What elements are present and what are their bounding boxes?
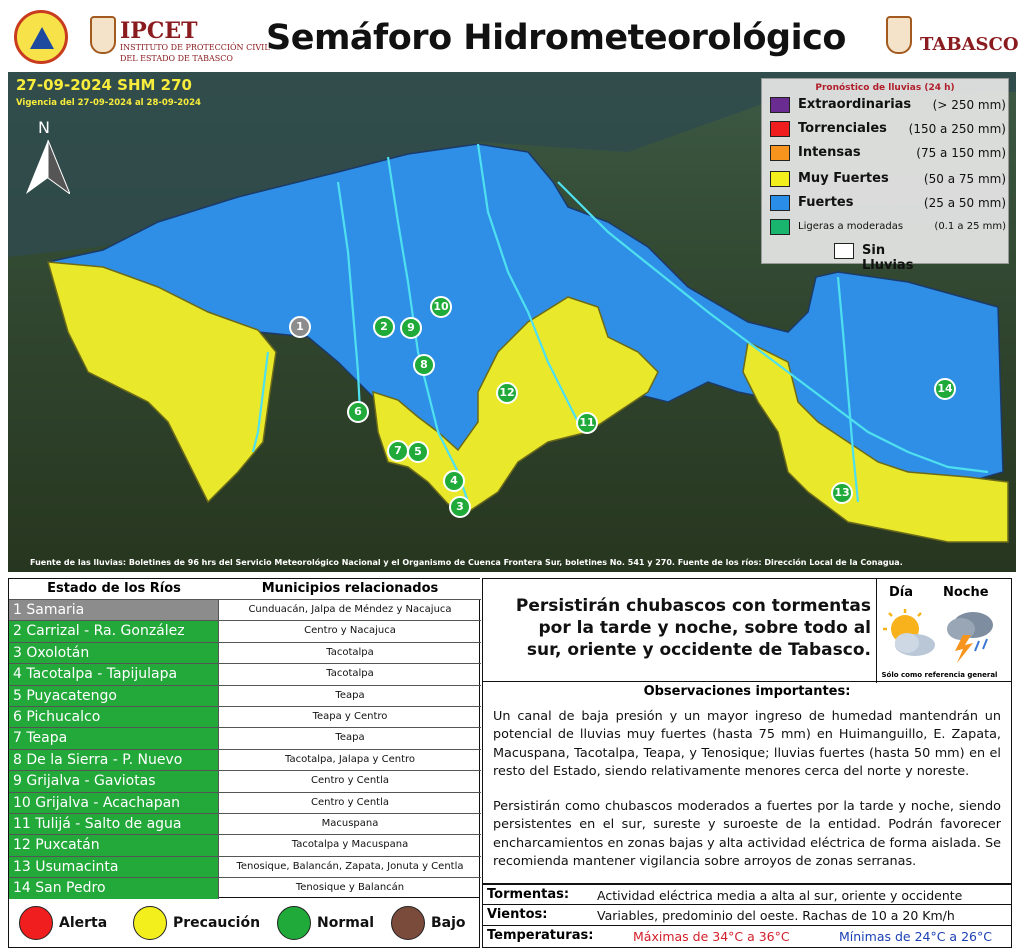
river-municipalities: Tacotalpa (326, 646, 374, 658)
river-municipalities: Tacotalpa, Jalapa y Centro (285, 753, 415, 765)
river-municipalities: Centro y Centla (311, 796, 389, 808)
rain-forecast-map (8, 72, 1016, 572)
legend-item (770, 193, 1006, 213)
state-crest-icon (90, 16, 116, 54)
river-municipalities: Teapa (335, 689, 365, 701)
river-municipalities: Tacotalpa (326, 668, 374, 680)
legend-name: Extraordinarias (798, 97, 912, 112)
river-municipalities: Cunduacán, Jalpa de Méndez y Nacajuca (248, 604, 452, 615)
status-legend (8, 898, 480, 948)
page-title: Semáforo Hidrometeorológico (266, 18, 846, 58)
legend-name: Muy Fuertes (798, 171, 889, 186)
observations-panel (482, 682, 1012, 884)
day-night-panel (876, 579, 1002, 683)
table-row (9, 770, 481, 791)
source-note: Fuente de las lluvias: Boletines de 96 hrs del Servicio Meteorológico Nacional y el Organismo de Cuenca Frontera Sur, boletines No. 541 y 270. Fuente de los ríos: Dirección Local de la Conagua. (30, 558, 903, 567)
table-row (9, 834, 481, 855)
station-marker[interactable]: 5 (407, 441, 429, 463)
tabasco-crest-icon (886, 16, 912, 54)
station-marker[interactable]: 2 (373, 316, 395, 338)
river-name: 12 Puxcatán (9, 835, 219, 855)
validity-range: Vigencia del 27-09-2024 al 28-09-2024 (16, 98, 201, 108)
river-municipalities: Macuspana (321, 818, 379, 829)
org-name-line2: DEL ESTADO DE TABASCO (120, 54, 233, 63)
legend-item (770, 217, 1006, 237)
night-label: Noche (943, 585, 989, 600)
org-name-line1: INSTITUTO DE PROTECCIÓN CIVIL (120, 43, 270, 52)
legend-range: (> 250 mm) (932, 98, 1006, 112)
table-row (9, 685, 481, 706)
river-name: 9 Grijalva - Gaviotas (9, 771, 219, 791)
forecast-line: por la tarde y noche, sobre todo al (538, 618, 871, 638)
river-name: 8 De la Sierra - P. Nuevo (9, 750, 219, 770)
storms-row (482, 884, 1012, 905)
table-row (9, 813, 481, 834)
table-row (9, 749, 481, 770)
alert-dot-icon (19, 906, 53, 940)
river-municipalities: Centro y Centla (311, 775, 389, 787)
low-dot-icon (391, 906, 425, 940)
legend-range: (25 a 50 mm) (923, 196, 1006, 210)
table-row (9, 792, 481, 813)
legend-item (770, 119, 1006, 139)
river-municipalities: Tacotalpa y Macuspana (291, 839, 409, 851)
north-label: N (38, 118, 50, 137)
river-name: 4 Tacotalpa - Tapijulapa (9, 664, 219, 684)
legend-swatch (770, 171, 790, 187)
legend-name: Fuertes (798, 195, 854, 210)
table-row (9, 599, 481, 620)
legend-swatch (770, 195, 790, 211)
rivers-header-name: Estado de los Ríos (9, 579, 219, 599)
legend-title: Pronóstico de lluvias (24 h) (815, 83, 955, 93)
rivers-table (8, 578, 480, 898)
legend-item (770, 95, 1006, 115)
station-marker[interactable]: 3 (449, 496, 471, 518)
river-name: 5 Puyacatengo (9, 686, 219, 706)
proteccion-civil-logo (14, 10, 68, 64)
river-municipalities: Centro y Nacajuca (304, 625, 396, 637)
forecast-line: Persistirán chubascos con tormentas (515, 596, 871, 616)
sun-cloud-icon (881, 607, 939, 661)
station-marker[interactable]: 9 (400, 317, 422, 339)
river-municipalities: Tenosique y Balancán (295, 882, 405, 894)
winds-value: Variables, predominio del oeste. Rachas de 10 a 20 Km/h (597, 908, 955, 923)
caution-dot-icon (133, 906, 167, 940)
river-name: 3 Oxolotán (9, 643, 219, 663)
table-row (9, 620, 481, 641)
table-row (9, 642, 481, 663)
forecast-summary (482, 578, 1012, 682)
legend-swatch (770, 97, 790, 113)
legend-item (770, 143, 1006, 163)
temperatures-row (482, 926, 1012, 948)
station-marker[interactable]: 8 (413, 354, 435, 376)
river-municipalities: Teapa (335, 732, 365, 744)
river-name: 6 Pichucalco (9, 707, 219, 727)
org-short-name: IPCET (120, 18, 198, 44)
observation-paragraph: Un canal de baja presión y un mayor ingreso de humedad mantendrán un potencial de lluvias muy fuertes (hasta 75 mm) en Huimanguillo, E. Zapata, Macuspana, Tacotalpa, Teapa, y Tenosique; lluvias fuertes (hasta 50 mm) en el resto del Estado, siendo relativamente menores cerca del norte y noreste. (493, 709, 1001, 779)
river-name: 11 Tulijá - Salto de agua (9, 814, 219, 834)
forecast-line: sur, oriente y occidente de Tabasco. (526, 640, 871, 660)
station-marker[interactable]: 12 (496, 382, 518, 404)
forecast-text (493, 595, 871, 661)
table-row (9, 727, 481, 748)
legend-swatch (770, 219, 790, 235)
winds-label: Vientos: (487, 907, 548, 922)
temperature-max: Máximas de 34°C a 36°C (633, 929, 790, 944)
north-arrow-icon (26, 140, 70, 194)
state-label: TABASCO (920, 34, 1019, 55)
status-label: Bajo (431, 915, 466, 931)
table-row (9, 856, 481, 877)
river-municipalities: Teapa y Centro (312, 711, 388, 722)
legend-name: Sin Lluvias (862, 243, 914, 273)
temperature-min: Mínimas de 24°C a 26°C (839, 929, 992, 944)
legend-range: (0.1 a 25 mm) (934, 221, 1006, 232)
legend-range: (75 a 150 mm) (916, 146, 1006, 160)
day-label: Día (889, 585, 914, 600)
legend-range: (50 a 75 mm) (923, 172, 1006, 186)
station-marker[interactable]: 7 (387, 440, 409, 462)
temperatures-label: Temperaturas: (487, 928, 594, 943)
status-label: Precaución (173, 915, 261, 931)
station-marker[interactable]: 6 (347, 401, 369, 423)
rain-legend (761, 78, 1009, 273)
storms-label: Tormentas: (487, 887, 570, 902)
river-name: 10 Grijalva - Acachapan (9, 793, 219, 813)
river-name: 7 Teapa (9, 728, 219, 748)
normal-dot-icon (277, 906, 311, 940)
station-marker[interactable]: 4 (443, 470, 465, 492)
table-row (9, 877, 481, 898)
station-marker[interactable]: 1 (289, 316, 311, 338)
station-marker[interactable]: 14 (934, 378, 956, 400)
header (0, 0, 1024, 72)
status-label: Alerta (59, 915, 108, 931)
observation-paragraph: Persistirán como chubascos moderados a fuertes por la tarde y noche, siendo persistentes en el sur, sureste y suroeste de la entidad. Podrán favorecer encharcamientos en zonas bajas y alta actividad eléctrica de forma aislada. Se recomienda mantener vigilancia sobre arroyos de zonas serranas. (493, 799, 1001, 869)
legend-name: Intensas (798, 145, 861, 160)
river-municipalities: Tenosique, Balancán, Zapata, Jonuta y Centla (236, 860, 464, 872)
station-marker[interactable]: 13 (831, 482, 853, 504)
legend-name: Ligeras a moderadas (798, 221, 904, 232)
bulletin-id: 27-09-2024 SHM 270 (16, 76, 192, 94)
winds-row (482, 905, 1012, 926)
table-row (9, 706, 481, 727)
river-name: 2 Carrizal - Ra. González (9, 621, 219, 641)
legend-item (770, 169, 1006, 189)
storms-value: Actividad eléctrica media a alta al sur, oriente y occidente (597, 888, 963, 903)
legend-swatch (770, 121, 790, 137)
river-name: 14 San Pedro (9, 878, 219, 898)
table-row (9, 663, 481, 684)
observations-title: Observaciones importantes: (643, 684, 851, 699)
rivers-header-municipalities: Municipios relacionados (219, 579, 481, 599)
status-label: Normal (317, 915, 375, 931)
station-marker[interactable]: 10 (430, 296, 452, 318)
legend-name: Torrenciales (798, 121, 887, 136)
legend-range: (150 a 250 mm) (908, 122, 1006, 136)
storm-cloud-icon (941, 605, 999, 663)
river-name: 1 Samaria (9, 600, 219, 620)
legend-swatch (770, 145, 790, 161)
station-marker[interactable]: 11 (576, 412, 598, 434)
reference-note: Sólo como referencia general (881, 671, 998, 679)
river-name: 13 Usumacinta (9, 857, 219, 877)
legend-swatch (834, 243, 854, 259)
